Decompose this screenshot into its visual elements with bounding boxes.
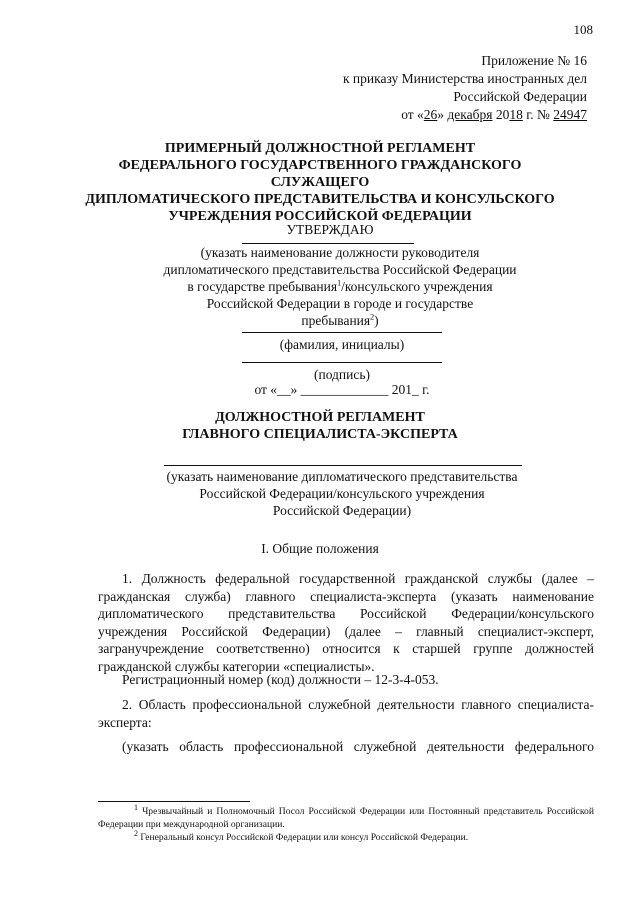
date-after-year: г. № [522,107,554,122]
approve-date: от «__» _____________ 201_ г. [254,382,430,397]
head-hint-line-1: (указать наименование должности руководителя [200,245,480,260]
reg-title-line-2: ГЛАВНОГО СПЕЦИАЛИСТА-ЭКСПЕРТА [182,427,458,442]
footnote-2-mark: 2 [134,828,138,838]
footnote-1-text: Чрезвычайный и Полномочный Посол Российской Федерации или Постоянный представитель Российской Федерации при международной организации. [98,806,594,830]
page-number: 108 [573,22,593,37]
mission-hint-line-1: (указать наименование дипломатического представительства [166,469,518,484]
appendix-line-3: Российской Федерации [453,89,587,104]
date-month: декабря [447,107,493,122]
date-day: 26 [423,107,438,122]
head-position-hint [150,244,530,329]
name-hint: (фамилия, инициалы) [279,337,405,352]
reg-title-line-1: ДОЛЖНОСТНОЙ РЕГЛАМЕНТ [215,410,425,425]
head-hint-3b: /консульского учреждения [341,279,493,294]
head-hint-line-4: Российской Федерации в городе и государстве [206,296,474,311]
appendix-block [343,52,587,124]
document-title [80,140,560,225]
footnote-1-mark: 1 [134,802,138,812]
title-line-2: ФЕДЕРАЛЬНОГО ГОСУДАРСТВЕННОГО ГРАЖДАНСКОГО СЛУЖАЩЕГО [118,158,522,190]
footnote-separator [98,801,250,802]
title-line-4: УЧРЕЖДЕНИЯ РОССИЙСКОЙ ФЕДЕРАЦИИ [168,209,472,224]
section-heading: I. Общие положения [261,541,379,556]
date-year-suffix: 18 [509,107,523,122]
footnote-2-text: Генеральный консул Российской Федерации или консул Российской Федерации. [138,832,469,843]
appendix-line-1: Приложение № 16 [481,53,587,68]
head-hint-5a: пребывания [301,313,371,328]
paragraph-1: 1. Должность федеральной государственной гражданской службы (далее – гражданская служба) главного специалиста-эксперта (указать наименование дипломатического представительства Российской Федерации/консульского учреждения Российской Федерации) (далее – главный специалист-эксперт, загранучреждение соответственно) относится к старшей группе должностей гражданской службы категории «специалисты». [98,571,594,674]
head-hint-3a: в государстве пребывания [187,279,338,294]
date-mid: » [437,107,448,122]
date-prefix: от « [401,107,424,122]
footnote-ref-2: 2 [370,312,375,322]
order-number: 24947 [553,107,587,122]
mission-hint-line-3: Российской Федерации) [272,503,412,518]
mission-line [164,465,522,466]
title-line-1: ПРИМЕРНЫЙ ДОЛЖНОСТНОЙ РЕГЛАМЕНТ [164,141,476,156]
title-line-3: ДИПЛОМАТИЧЕСКОГО ПРЕДСТАВИТЕЛЬСТВА И КОНСУЛЬСКОГО [85,192,555,207]
appendix-date-line [343,106,587,124]
footnote-2 [98,828,594,845]
footnote-1 [98,802,594,831]
mission-hint-line-2: Российской Федерации/консульского учреждения [199,486,485,501]
signature-line [242,362,442,363]
paragraph-2: 2. Область профессиональной служебной деятельности главного специалиста-эксперта: [98,697,594,730]
name-line [242,332,442,333]
head-hint-5b: ) [374,313,379,328]
mission-hint [130,468,554,519]
footnote-ref-1: 1 [337,278,342,288]
date-year-prefix: 20 [492,107,510,122]
head-hint-line-2: дипломатического представительства Российской Федерации [163,262,517,277]
regulation-title [80,409,560,443]
head-hint-line-3 [150,278,530,295]
signature-hint: (подпись) [313,367,371,382]
appendix-line-2: к приказу Министерства иностранных дел [343,71,587,86]
approve-label: УТВЕРЖДАЮ [286,222,374,237]
paragraph-area-hint: (указать область профессиональной служебной деятельности федерального [122,739,594,754]
head-hint-line-5 [150,312,530,329]
paragraph-registration: Регистрационный номер (код) должности – 12-3-4-053. [122,672,439,687]
